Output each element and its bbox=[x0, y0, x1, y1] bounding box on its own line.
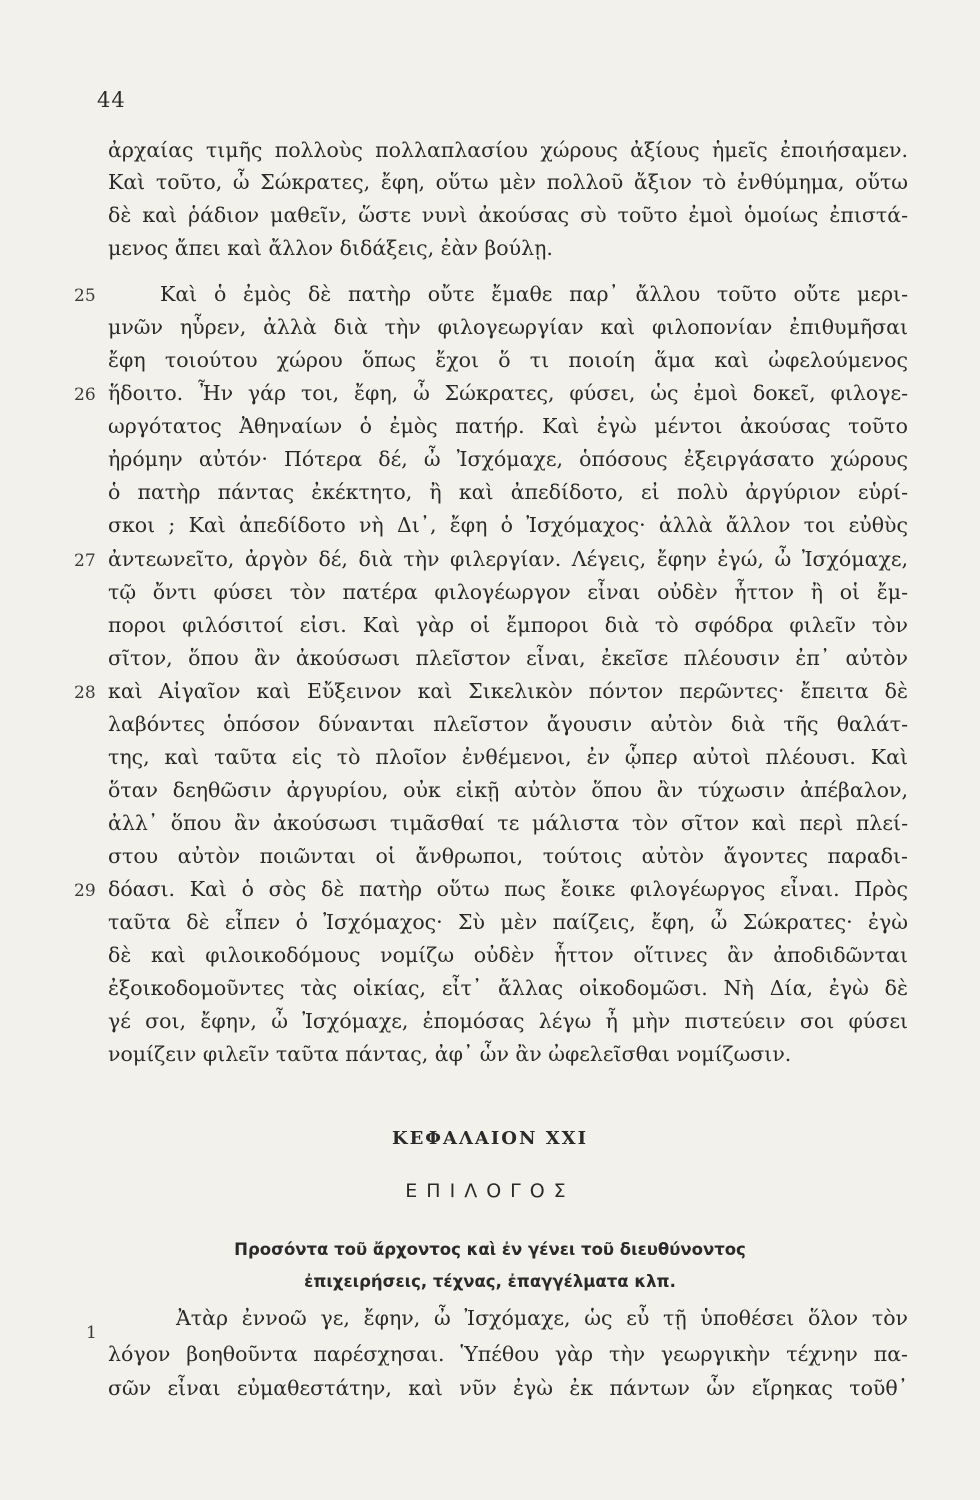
text-line: λόγον βοηθοῦντα παρέσχησαι. Ὑπέθου γὰρ τὴν γεωργικὴν τέχνην πα- bbox=[108, 1342, 908, 1366]
text-line: ἥδοιτο. Ἦν γάρ τοι, ἔφη, ὦ Σώκρατες, φύσει, ὡς ἐμοὶ δοκεῖ, φιλογε- bbox=[108, 381, 908, 405]
section-number: 29 bbox=[74, 881, 96, 901]
text-line: ωργότατος Ἀθηναίων ὁ ἐμὸς πατήρ. Καὶ ἐγὼ μέντοι ἀκούσας τοῦτο bbox=[108, 414, 908, 438]
section-number: 27 bbox=[74, 551, 96, 571]
text-line: δὲ καὶ φιλοικοδόμους νομίζω οὐδὲν ἧττον οἵτινες ἂν ἀποδιδῶνται bbox=[108, 943, 908, 967]
section-number: 1 bbox=[86, 1323, 97, 1343]
text-line: δόασι. Καὶ ὁ σὸς δὲ πατὴρ οὕτω πως ἔοικε φιλογέωργος εἶναι. Πρὸς bbox=[108, 877, 908, 901]
chapter-title: ΚΕΦΑΛΑΙΟΝ XXI bbox=[391, 1128, 589, 1149]
text-line: ἠρόμην αὐτόν· Πότερα δέ, ὦ Ἰσχόμαχε, ὁπόσους ἐξειργάσατο χώρους bbox=[108, 447, 908, 471]
text-line: Καὶ ὁ ἐμὸς δὲ πατὴρ οὔτε ἔμαθε παρ᾽ ἄλλου τοῦτο οὔτε μερι- bbox=[160, 282, 908, 306]
text-line: σῖτον, ὅπου ἂν ἀκούσωσι πλεῖστον εἶναι, ἐκεῖσε πλέουσιν ἐπ᾽ αὐτὸν bbox=[108, 646, 908, 670]
text-line: ταῦτα δὲ εἶπεν ὁ Ἰσχόμαχος· Σὺ μὲν παίζεις, ἔφη, ὦ Σώκρατες· ἐγὼ bbox=[108, 910, 908, 934]
section-number: 26 bbox=[74, 385, 96, 405]
text-line: γέ σοι, ἔφην, ὦ Ἰσχόμαχε, ἐπομόσας λέγω ἦ μὴν πιστεύειν σοι φύσει bbox=[108, 1009, 908, 1033]
text-line: σκοι ; Καὶ ἀπεδίδοτο νὴ Δι᾽, ἔφη ὁ Ἰσχόμαχος· ἀλλὰ ἄλλον τοι εὐθὺς bbox=[108, 513, 908, 537]
text-line: δὲ καὶ ῥάδιον μαθεῖν, ὥστε νυνὶ ἀκούσας σὺ τοῦτο ἐμοὶ ὁμοίως ἐπιστά- bbox=[108, 203, 908, 227]
text-line: νομίζειν φιλεῖν ταῦτα πάντας, ἀφ᾽ ὧν ἂν ὠφελεῖσθαι νομίζωσιν. bbox=[108, 1042, 792, 1066]
text-line: Ἀτὰρ ἐννοῶ γε, ἔφην, ὦ Ἰσχόμαχε, ὡς εὖ τῇ ὑποθέσει ὅλον τὸν bbox=[176, 1306, 908, 1330]
section-heading: ΕΠΙΛΟΓΟΣ bbox=[405, 1180, 575, 1202]
text-line: ἔφη τοιούτου χώρου ὅπως ἔχοι ὅ τι ποιοίη ἅμα καὶ ὠφελούμενος bbox=[108, 348, 908, 372]
text-line: Καὶ τοῦτο, ὦ Σώκρατες, ἔφη, οὕτω μὲν πολλοῦ ἄξιον τὸ ἐνθύμημα, οὕτω bbox=[108, 170, 908, 194]
subtitle-line: Προσόντα τοῦ ἄρχοντος καὶ ἐν γένει τοῦ διευθύνοντος bbox=[234, 1240, 746, 1259]
text-line: ἀρχαίας τιμῆς πολλοὺς πολλαπλασίου χώρους ἀξίους ἡμεῖς ἐποιήσαμεν. bbox=[108, 138, 908, 162]
text-line: της, καὶ ταῦτα εἰς τὸ πλοῖον ἐνθέμενοι, ἐν ᾧπερ αὐτοὶ πλέουσι. Καὶ bbox=[108, 745, 908, 769]
text-line: στου αὐτὸν ποιῶνται οἱ ἄνθρωποι, τούτοις αὐτὸν ἄγοντες παραδι- bbox=[108, 844, 908, 868]
section-number: 25 bbox=[74, 286, 96, 306]
section-number: 28 bbox=[74, 683, 96, 703]
text-line: καὶ Αἰγαῖον καὶ Εὔξεινον καὶ Σικελικὸν πόντον περῶντες· ἔπειτα δὲ bbox=[108, 679, 908, 703]
text-line: ποροι φιλόσιτοί εἰσι. Καὶ γὰρ οἱ ἔμποροι διὰ τὸ σφόδρα φιλεῖν τὸν bbox=[108, 613, 908, 637]
text-line: ἀλλ᾽ ὅπου ἂν ἀκούσωσι τιμᾶσθαί τε μάλιστα τὸν σῖτον καὶ περὶ πλεί- bbox=[108, 811, 908, 835]
text-line: τῷ ὄντι φύσει τὸν πατέρα φιλογέωργον εἶναι οὐδὲν ἧττον ἢ οἱ ἔμ- bbox=[108, 580, 908, 604]
text-line: ὅταν δεηθῶσιν ἀργυρίου, οὐκ εἰκῇ αὐτὸν ὅπου ἂν τύχωσιν ἀπέβαλον, bbox=[108, 778, 908, 802]
subtitle-line: ἐπιχειρήσεις, τέχνας, ἐπαγγέλματα κλπ. bbox=[304, 1272, 676, 1291]
text-line: ὁ πατὴρ πάντας ἐκέκτητο, ἢ καὶ ἀπεδίδοτο, εἰ πολὺ ἀργύριον εὑρί- bbox=[108, 480, 908, 504]
text-line: ἐξοικοδομοῦντες τὰς οἰκίας, εἶτ᾽ ἄλλας οἰκοδομῶσι. Νὴ Δία, ἐγὼ δὲ bbox=[108, 976, 908, 1000]
text-line: λαβόντες ὁπόσον δύνανται πλεῖστον ἄγουσιν αὐτὸν διὰ τῆς θαλάτ- bbox=[108, 712, 908, 736]
text-line: ἀντεωνεῖτο, ἀργὸν δέ, διὰ τὴν φιλεργίαν. Λέγεις, ἔφην ἐγώ, ὦ Ἰσχόμαχε, bbox=[108, 547, 908, 571]
text-line: μνῶν ηὗρεν, ἀλλὰ διὰ τὴν φιλογεωργίαν καὶ φιλοπονίαν ἐπιθυμῆσαι bbox=[108, 315, 908, 339]
text-line: σῶν εἶναι εὐμαθεστάτην, καὶ νῦν ἐγὼ ἐκ πάντων ὧν εἴρηκας τοῦθ᾽ bbox=[108, 1376, 908, 1400]
text-line: μενος ἄπει καὶ ἄλλον διδάξεις, ἐὰν βούλῃ. bbox=[108, 236, 553, 260]
page-number: 44 bbox=[97, 88, 126, 112]
